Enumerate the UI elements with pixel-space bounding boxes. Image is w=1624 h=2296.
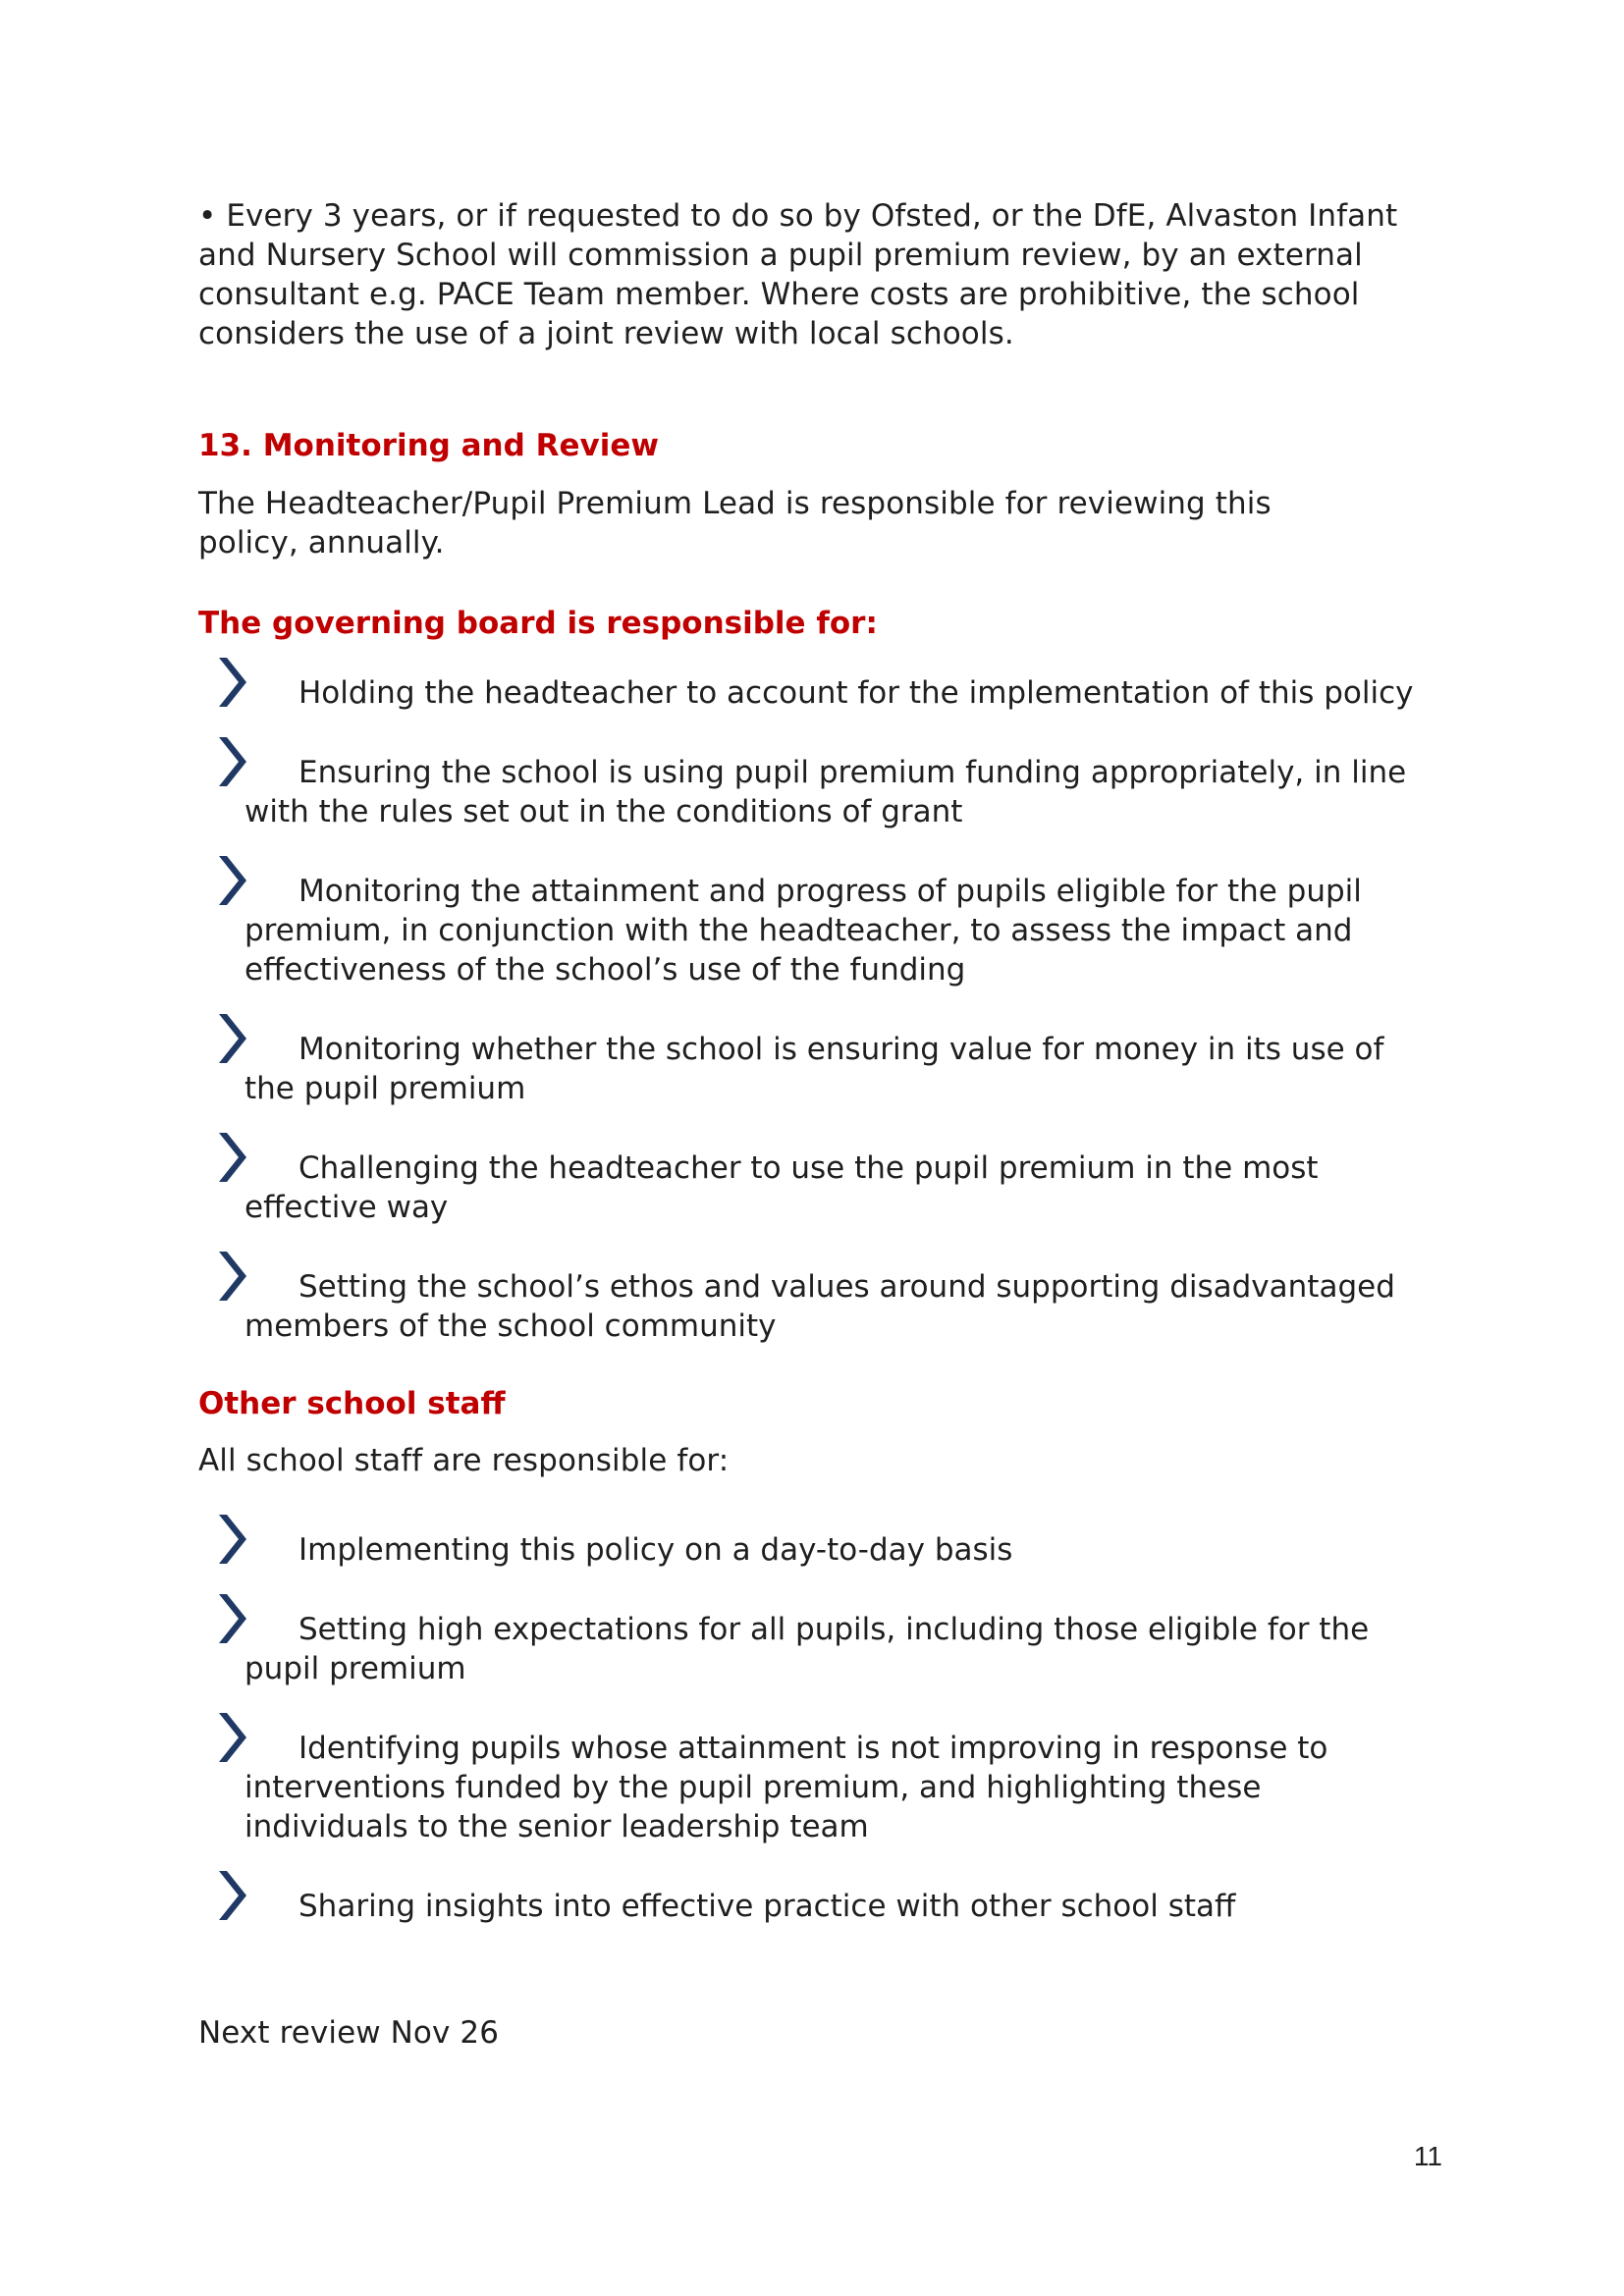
list-item-text: Identifying pupils whose attainment is not improving in response to interventions funded by the pupil premium, and highlighting these individuals to the senior leadership team	[244, 1731, 1328, 1844]
chevron-right-icon	[215, 1513, 248, 1566]
other-staff-intro: All school staff are responsible for:	[198, 1443, 730, 1478]
other-staff-heading: Other school staff	[198, 1386, 506, 1421]
chevron-right-icon	[215, 1131, 248, 1184]
list-item-text: Implementing this policy on a day-to-day basis	[298, 1532, 1013, 1568]
list-item-text: Challenging the headteacher to use the pupil premium in the most effective way	[244, 1150, 1319, 1225]
next-review-text: Next review Nov 26	[198, 2015, 500, 2051]
list-item-text: Holding the headteacher to account for the implementation of this policy	[298, 675, 1414, 711]
page-number: 11	[1413, 2141, 1442, 2171]
governing-board-heading: The governing board is responsible for:	[198, 606, 878, 641]
chevron-right-icon	[215, 1869, 248, 1922]
list-item-text: Ensuring the school is using pupil premium funding appropriately, in line with the rules set out in the conditions of grant	[244, 755, 1407, 829]
list-item-text: Sharing insights into effective practice with other school staff	[298, 1889, 1236, 1924]
list-item-text: Monitoring whether the school is ensuring value for money in its use of the pupil premium	[244, 1032, 1384, 1106]
chevron-right-icon	[215, 1250, 248, 1303]
list-item-text: Setting the school’s ethos and values around supporting disadvantaged members of the school community	[244, 1269, 1395, 1344]
section-heading: 13. Monitoring and Review	[198, 428, 659, 463]
chevron-right-icon	[215, 656, 248, 709]
list-item-text: Monitoring the attainment and progress of pupils eligible for the pupil premium, in conjunction with the headteacher, to assess the impact and effectiveness of the school’s use of the funding	[244, 874, 1362, 988]
chevron-right-icon	[215, 1711, 248, 1764]
list-item-text: Setting high expectations for all pupils, including those eligible for the pupil premium	[244, 1612, 1370, 1686]
intro-bullet-paragraph: • Every 3 years, or if requested to do so by Ofsted, or the DfE, Alvaston Infant and Nursery School will commission a pupil premium review, by an external consultant e.g. PACE Team member. Where costs are prohibitive, the school considers the use of a joint review with local schools.	[198, 198, 1398, 351]
chevron-right-icon	[215, 735, 248, 788]
section-paragraph: The Headteacher/Pupil Premium Lead is responsible for reviewing this policy, annually.	[198, 486, 1272, 561]
chevron-right-icon	[215, 1012, 248, 1065]
chevron-right-icon	[215, 854, 248, 907]
chevron-right-icon	[215, 1592, 248, 1645]
